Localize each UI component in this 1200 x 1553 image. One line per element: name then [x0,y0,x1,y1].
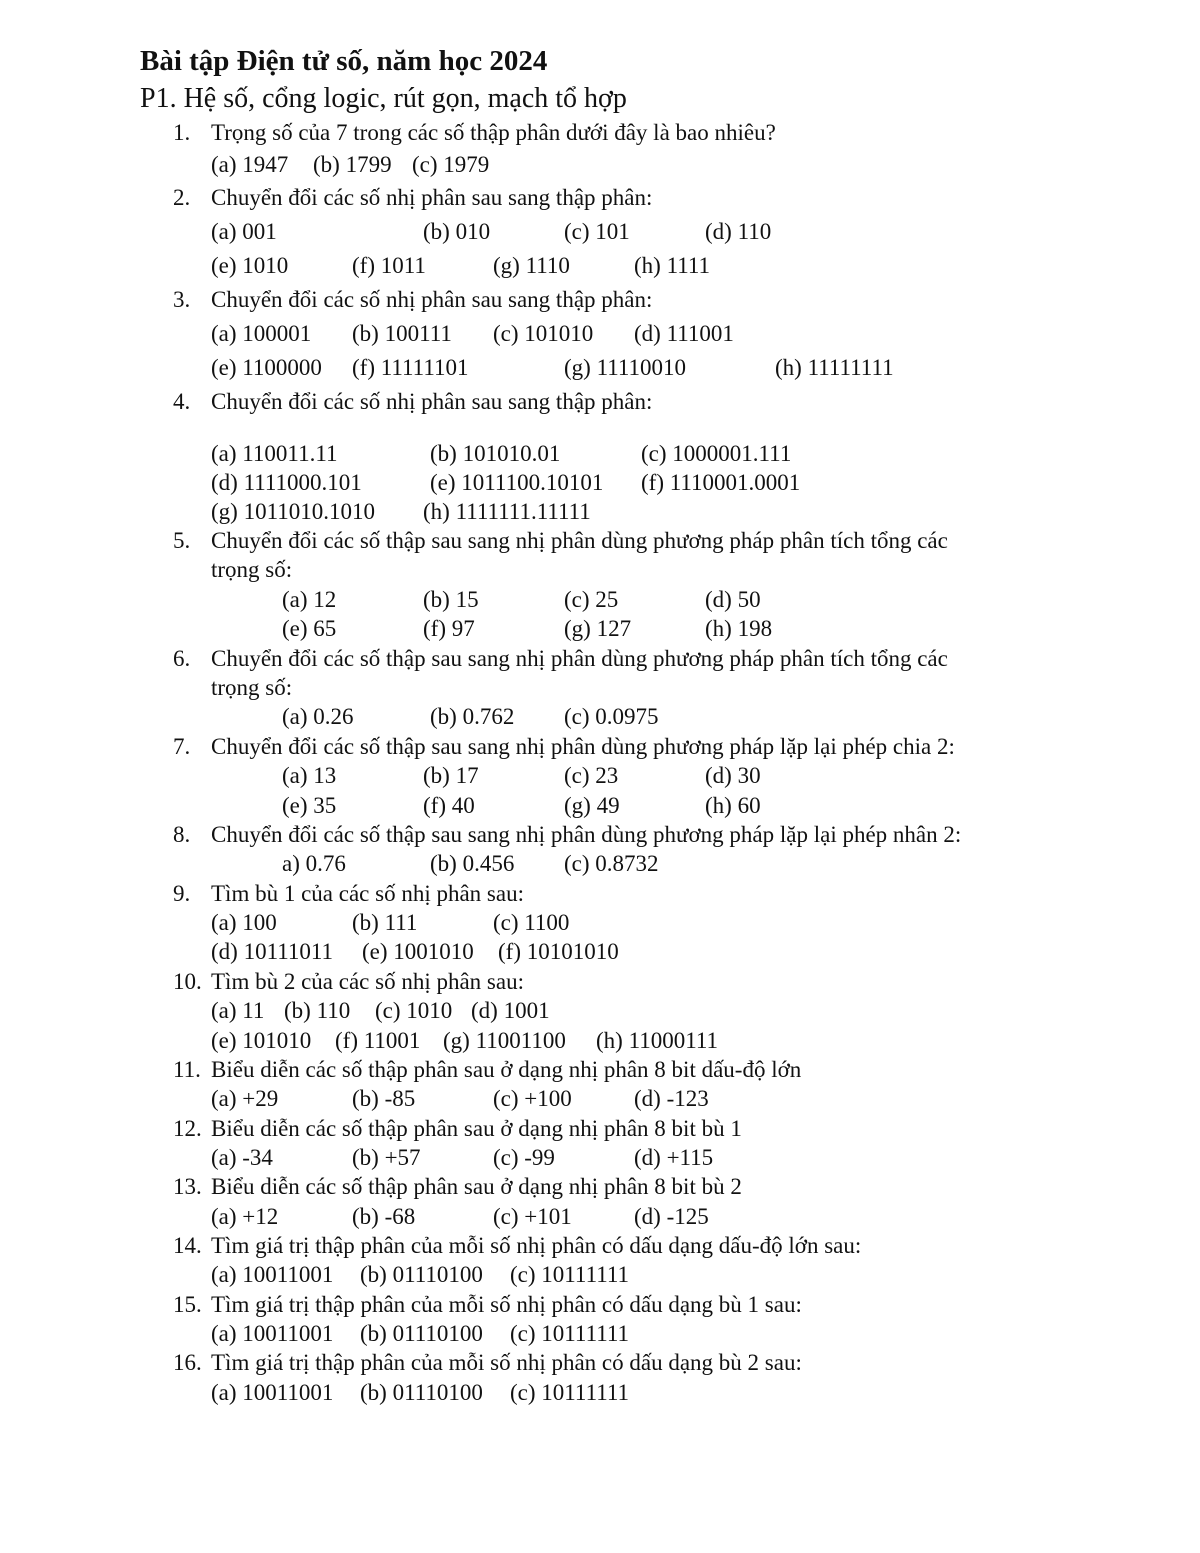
answer-option: (a) 001 [211,219,277,244]
answer-option: (a) +12 [211,1204,279,1229]
answer-option: (d) -123 [634,1086,709,1111]
answer-option: (b) 17 [423,763,479,788]
answer-option: (g) 1011010.1010 [211,499,375,524]
question-text: Chuyển đổi các số thập sau sang nhị phân dùng phương pháp phân tích tổng các [211,646,948,671]
question-number: 3. [173,287,191,312]
question-text: Biểu diễn các số thập phân sau ở dạng nhị phân 8 bit dấu-độ lớn [211,1057,802,1082]
answer-option: (d) -125 [634,1204,709,1229]
question-number: 2. [173,185,191,210]
answer-option: (e) 1001010 [362,939,474,964]
question-text: Trọng số của 7 trong các số thập phân dưới đây là bao nhiêu? [211,120,776,145]
answer-option: (b) 110 [284,998,351,1023]
answer-option: (b) 111 [352,910,418,935]
answer-option: (a) 12 [282,587,337,612]
answer-option: (b) 0.456 [430,851,515,876]
question-number: 10. [173,969,202,994]
answer-option: (d) 110 [705,219,772,244]
question-text: Biểu diễn các số thập phân sau ở dạng nhị phân 8 bit bù 1 [211,1116,742,1141]
answer-option: (c) 101 [564,219,630,244]
answer-option: (a) 110011.11 [211,441,338,466]
answer-option: (f) 1011 [352,253,426,278]
answer-option: (f) 1110001.0001 [641,470,801,495]
answer-option: (a) 10011001 [211,1380,334,1405]
answer-option: (c) 10111111 [510,1380,630,1405]
answer-option: (a) 0.26 [282,704,354,729]
answer-option: (c) 1979 [412,152,490,177]
answer-option: (a) +29 [211,1086,279,1111]
answer-option: (c) 10111111 [510,1262,630,1287]
answer-option: (b) 01110100 [360,1321,483,1346]
answer-option: (a) 11 [211,998,265,1023]
question-text: Biểu diễn các số thập phân sau ở dạng nhị phân 8 bit bù 2 [211,1174,742,1199]
answer-option: (h) 60 [705,793,761,818]
answer-option: (f) 10101010 [498,939,619,964]
answer-option: (b) 101010.01 [430,441,561,466]
answer-option: a) 0.76 [282,851,346,876]
answer-option: (a) 100 [211,910,277,935]
answer-option: (c) +101 [493,1204,572,1229]
question-number: 12. [173,1116,202,1141]
question-text: Chuyển đổi các số nhị phân sau sang thập phân: [211,185,653,210]
question-number: 5. [173,528,191,553]
answer-option: (d) 10111011 [211,939,334,964]
answer-option: (a) 13 [282,763,337,788]
answer-option: (b) -85 [352,1086,416,1111]
question-text: trọng số: [211,557,293,582]
answer-option: (h) 1111 [634,253,711,278]
answer-option: (a) 10011001 [211,1321,334,1346]
question-number: 15. [173,1292,202,1317]
answer-option: (d) 1111000.101 [211,470,362,495]
answer-option: (d) +115 [634,1145,714,1170]
answer-option: (a) -34 [211,1145,273,1170]
answer-option: (c) 1100 [493,910,570,935]
answer-option: (f) 11111101 [352,355,469,380]
answer-option: (b) 15 [423,587,479,612]
question-number: 6. [173,646,191,671]
question-text: Chuyển đổi các số thập sau sang nhị phân dùng phương pháp lặp lại phép nhân 2: [211,822,962,847]
answer-option: (e) 1011100.10101 [430,470,604,495]
question-number: 8. [173,822,191,847]
answer-option: (c) 10111111 [510,1321,630,1346]
answer-option: (e) 65 [282,616,337,641]
answer-option: (f) 11001 [335,1028,421,1053]
question-text: Chuyển đổi các số thập sau sang nhị phân dùng phương pháp phân tích tổng các [211,528,948,553]
answer-option: (b) 01110100 [360,1262,483,1287]
answer-option: (b) 01110100 [360,1380,483,1405]
question-number: 4. [173,389,191,414]
question-number: 16. [173,1350,202,1375]
answer-option: (c) +100 [493,1086,572,1111]
answer-option: (g) 11001100 [443,1028,566,1053]
question-number: 9. [173,881,191,906]
question-text: Tìm bù 1 của các số nhị phân sau: [211,881,524,906]
answer-option: (f) 97 [423,616,475,641]
question-text: Tìm giá trị thập phân của mỗi số nhị phân có dấu dạng bù 1 sau: [211,1292,802,1317]
answer-option: (h) 198 [705,616,773,641]
answer-option: (b) +57 [352,1145,421,1170]
answer-option: (c) 1010 [375,998,453,1023]
answer-option: (c) 1000001.111 [641,441,792,466]
answer-option: (g) 127 [564,616,632,641]
answer-option: (e) 1010 [211,253,289,278]
answer-option: (b) 010 [423,219,491,244]
answer-option: (c) 101010 [493,321,594,346]
answer-option: (d) 30 [705,763,761,788]
answer-option: (g) 49 [564,793,620,818]
answer-option: (d) 1001 [471,998,550,1023]
answer-option: (h) 11000111 [596,1028,719,1053]
answer-option: (e) 35 [282,793,337,818]
answer-option: (b) 1799 [313,152,392,177]
document-title: Bài tập Điện tử số, năm học 2024 [140,45,548,77]
answer-option: (g) 11110010 [564,355,687,380]
section-heading: P1. Hệ số, cổng logic, rút gọn, mạch tổ hợp [140,83,627,114]
answer-option: (b) 0.762 [430,704,515,729]
answer-option: (h) 1111111.11111 [423,499,591,524]
question-number: 13. [173,1174,202,1199]
question-text: trọng số: [211,675,293,700]
answer-option: (e) 1100000 [211,355,322,380]
answer-option: (a) 10011001 [211,1262,334,1287]
question-text: Tìm bù 2 của các số nhị phân sau: [211,969,524,994]
answer-option: (d) 50 [705,587,761,612]
question-number: 11. [173,1057,201,1082]
answer-option: (c) -99 [493,1145,555,1170]
answer-option: (a) 1947 [211,152,289,177]
answer-option: (h) 11111111 [775,355,894,380]
question-number: 1. [173,120,191,145]
answer-option: (c) 25 [564,587,619,612]
answer-option: (a) 100001 [211,321,312,346]
answer-option: (d) 111001 [634,321,734,346]
question-text: Chuyển đổi các số nhị phân sau sang thập phân: [211,287,653,312]
question-number: 7. [173,734,191,759]
answer-option: (c) 0.8732 [564,851,659,876]
question-number: 14. [173,1233,202,1258]
answer-option: (e) 101010 [211,1028,312,1053]
answer-option: (c) 23 [564,763,619,788]
answer-option: (f) 40 [423,793,475,818]
question-text: Chuyển đổi các số nhị phân sau sang thập phân: [211,389,653,414]
question-text: Tìm giá trị thập phân của mỗi số nhị phân có dấu dạng dấu-độ lớn sau: [211,1233,862,1258]
question-text: Chuyển đổi các số thập sau sang nhị phân dùng phương pháp lặp lại phép chia 2: [211,734,955,759]
question-text: Tìm giá trị thập phân của mỗi số nhị phân có dấu dạng bù 2 sau: [211,1350,802,1375]
answer-option: (b) -68 [352,1204,416,1229]
answer-option: (g) 1110 [493,253,570,278]
answer-option: (c) 0.0975 [564,704,659,729]
answer-option: (b) 100111 [352,321,452,346]
